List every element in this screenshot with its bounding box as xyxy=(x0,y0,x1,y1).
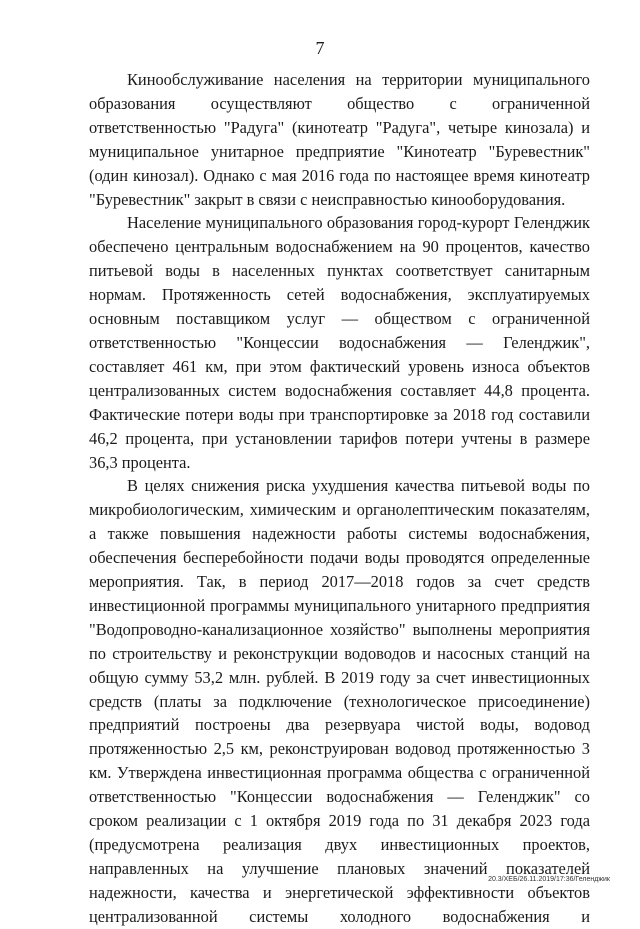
paragraph-water-quality-measures: В целях снижения риска ухудшения качества питьевой воды по микробиологическим, химическим и органолептическим показателям, а также повышения надежности работы системы водоснабжения, обеспечения бесперебойности подачи воды проводятся определенные мероприятия. Так, в период 2017—2018 годов за счет средств инвестиционной программы муниципального унитарного предприятия "Водопроводно-канализационное хозяйство" выполнены мероприятия по строительству и реконструкции водоводов и насосных станций на общую сумму 53,2 млн. рублей. В 2019 году за счет инвестиционных средств (платы за подключение (технологическое присоединение) предприятий построены два резервуара чистой воды, водовод протяженностью 2,5 км, реконструирован водовод протяженностью 3 км. Утверждена инвестиционная программа общества с ограниченной ответственностью "Концессии водоснабжения — Геленджик" со сроком реализации с 1 октября 2019 года по 31 декабря 2023 года (предусмотрена реализация двух инвестиционных проектов, направленных на улучшение плановых значений показателей надежности, качества и энергетической эффективности объектов централизованной системы холодного водоснабжения и xyxy=(89,476,590,926)
page-number: 7 xyxy=(315,38,325,58)
paragraph-cinema: Кинообслуживание населения на территории муниципального образования осуществляют общество с ограниченной ответственностью "Радуга" (кинотеатр "Радуга", четыре кинозала) и муниципальное унитарное предприятие "Кинотеатр "Буревестник" (один кинозал). Однако с мая 2016 года по настоящее время кинотеатр "Буревестник" закрыт в связи с неисправностью кинооборудования. xyxy=(89,70,590,209)
paragraph-water-supply: Население муниципального образования город-курорт Геленджик обеспечено центральным водоснабжением на 90 процентов, качество питьевой воды в населенных пунктах соответствует санитарным нормам. Протяженность сетей водоснабжения, эксплуатируемых основным поставщиком услуг — обществом с ограниченной ответственностью "Концессии водоснабжения — Геленджик", составляет 461 км, при этом фактический уровень износа объектов централизованных систем водоснабжения составляет 44,8 процента. Фактические потери воды при транспортировке за 2018 год составили 46,2 процента, при установлении тарифов потери учтены в размере 36,3 процента. xyxy=(89,213,590,472)
document-footer-code: 20.3/ХЕБ/26.11.2019/17:36/Геленджик xyxy=(488,876,610,883)
document-body xyxy=(89,68,590,929)
